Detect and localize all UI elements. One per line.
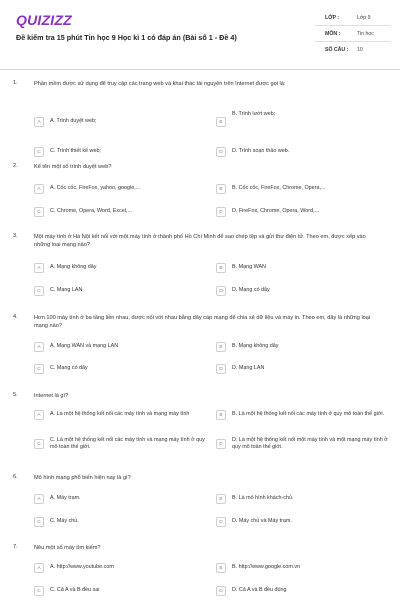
option-letter-box: C [34, 364, 44, 374]
option-letter-box: A [34, 342, 44, 352]
option-text: D. Mạng LAN [232, 365, 265, 372]
option-text: D. Mạng có dây [232, 287, 270, 294]
option-d[interactable] [216, 207, 392, 217]
option-c[interactable] [34, 517, 210, 527]
option-text: B. Cốc cốc, FireFox, Chrome, Opera,... [232, 185, 326, 192]
question-number: 1. [13, 80, 18, 86]
option-letter-box: A [34, 117, 44, 127]
option-text: A. Mạng không dây [50, 264, 97, 271]
option-a[interactable] [34, 342, 210, 352]
option-text: D. Là một hệ thống kết nối một máy tính và một mạng máy tính ở quy mô toàn thế giới. [232, 437, 388, 451]
option-text: D. Cả A và B đều đúng [232, 587, 287, 594]
option-text: A. Cốc cốc, FireFox, yahoo, google,... [50, 185, 141, 192]
option-text: A. http://www.youtube.com [50, 564, 114, 571]
option-letter-box: A [34, 563, 44, 573]
question-number: 3. [13, 233, 18, 239]
option-text: D. FireFox, Chrome, Opera, Word,... [232, 208, 320, 215]
option-letter-box: C [34, 147, 44, 157]
option-letter-box: B [216, 263, 226, 273]
option-a[interactable] [34, 563, 210, 573]
option-text: A. Là một hệ thống kết nối các máy tính và mạng máy tính [50, 411, 190, 418]
option-letter-box: B [216, 494, 226, 504]
option-a[interactable] [34, 184, 210, 194]
option-text: A. Máy trạm. [50, 495, 81, 502]
option-letter-box: B [216, 117, 226, 127]
option-c[interactable] [34, 437, 210, 452]
option-d[interactable] [216, 286, 392, 296]
option-letter-box: D [216, 586, 226, 596]
option-text: B. http://www.google.com.vn [232, 564, 301, 571]
question-number: 5. [13, 392, 18, 398]
option-a[interactable] [34, 410, 210, 420]
question-text: Kể tên một số trình duyệt web? [34, 164, 112, 170]
meta-table [315, 10, 391, 58]
option-letter-box: B [216, 342, 226, 352]
option-letter-box: C [34, 586, 44, 596]
meta-value-question-count: 10 [357, 47, 363, 53]
option-letter-box: A [34, 263, 44, 273]
question-text: Một máy tính ở Hà Nội kết nối với một máy tính ở thành phố Hồ Chí Minh để sao chép tệp và gửi thư điện tử. Theo em, được xếp vào những loại mạng nào? [34, 234, 366, 249]
meta-value-subject: Tin học [357, 30, 374, 37]
option-letter-box: B [216, 563, 226, 573]
option-b[interactable] [216, 342, 392, 352]
option-d[interactable] [216, 437, 392, 452]
option-b[interactable] [216, 111, 392, 127]
option-letter-box: C [34, 286, 44, 296]
option-text: C. Máy chủ. [50, 518, 79, 525]
option-letter-box: C [34, 517, 44, 527]
question-text: Nêu một số máy tìm kiếm? [34, 545, 101, 551]
option-b[interactable] [216, 263, 392, 273]
question-text: Hơn 100 máy tính ở ba tầng liền nhau, được nối với nhau bằng dây cáp mạng để chia sẻ dữ liệu và máy in. Theo em, đây là những loại mạng nào? [34, 315, 371, 330]
option-a[interactable] [34, 117, 210, 127]
option-letter-box: D [216, 439, 226, 449]
option-a[interactable] [34, 263, 210, 273]
worksheet-header [0, 0, 400, 70]
question-text: Phần mềm được sử dụng để truy cập các trang web và khai thác tài nguyên trên Internet được gọi là: [34, 81, 286, 87]
question-number: 2. [13, 163, 18, 169]
question-number: 4. [13, 314, 18, 320]
option-text: B. Mạng WAN [232, 264, 266, 271]
option-text: C. Mạng có dây [50, 365, 88, 372]
option-letter-box: D [216, 517, 226, 527]
option-text: B. Là một hệ thống kết nối các máy tính ở quy mô toàn thế giới. [232, 411, 385, 418]
option-letter-box: B [216, 410, 226, 420]
option-letter-box: D [216, 364, 226, 374]
question-text: Internet là gì? [34, 393, 69, 399]
option-b[interactable] [216, 494, 392, 504]
option-c[interactable] [34, 207, 210, 217]
option-letter-box: A [34, 494, 44, 504]
meta-row-subject [315, 26, 391, 42]
option-a[interactable] [34, 494, 210, 504]
option-letter-box: C [34, 439, 44, 449]
option-text: A. Mạng WAN và mạng LAN [50, 343, 119, 350]
question-text: Mô hình mạng phổ biến hiện nay là gì? [34, 475, 131, 481]
option-text: C. Là một hệ thống kết nối các máy tính và mạng máy tính ở quy mô toàn thế giới. [50, 437, 205, 451]
option-text: B. Là mô hình khách-chủ. [232, 495, 294, 502]
option-c[interactable] [34, 364, 210, 374]
option-d[interactable] [216, 517, 392, 527]
option-d[interactable] [216, 147, 392, 157]
question-number: 7. [13, 544, 18, 550]
option-letter-box: D [216, 207, 226, 217]
option-text: C. Trình thiết kế web; [50, 148, 101, 155]
meta-label-question-count: SỐ CÂU : [325, 47, 349, 53]
option-text: B. Trình lướt web; [232, 111, 276, 118]
option-letter-box: C [34, 207, 44, 217]
meta-row-grade [315, 10, 391, 26]
option-text: C. Chrome, Opera, Word, Excel,... [50, 208, 132, 215]
page-title: Đề kiểm tra 15 phút Tin học 9 Học kì 1 có đáp án (Bài số 1 - Đề 4) [16, 33, 237, 42]
option-letter-box: A [34, 410, 44, 420]
option-text: D. Trình soạn thảo web. [232, 148, 290, 155]
option-d[interactable] [216, 364, 392, 374]
quizizz-logo: QUIZIZZ [16, 12, 72, 28]
option-text: D. Máy chủ và Máy trạm. [232, 518, 292, 525]
option-b[interactable] [216, 410, 392, 420]
option-c[interactable] [34, 147, 210, 157]
option-c[interactable] [34, 586, 210, 596]
option-d[interactable] [216, 586, 392, 596]
option-text: B. Mạng không dây [232, 343, 279, 350]
question-number: 6. [13, 474, 18, 480]
option-letter-box: D [216, 147, 226, 157]
option-letter-box: B [216, 184, 226, 194]
option-text: A. Trình duyệt web; [50, 118, 97, 125]
meta-label-grade: LỚP : [325, 14, 340, 21]
option-b[interactable] [216, 184, 392, 194]
meta-row-question-count [315, 42, 391, 58]
option-text: C. Cả A và B đều sai [50, 587, 100, 594]
option-b[interactable] [216, 563, 392, 573]
option-letter-box: A [34, 184, 44, 194]
meta-value-grade: Lớp 9 [357, 14, 371, 21]
option-text: C. Mạng LAN [50, 287, 83, 294]
option-letter-box: D [216, 286, 226, 296]
meta-label-subject: MÔN : [325, 30, 341, 37]
option-c[interactable] [34, 286, 210, 296]
